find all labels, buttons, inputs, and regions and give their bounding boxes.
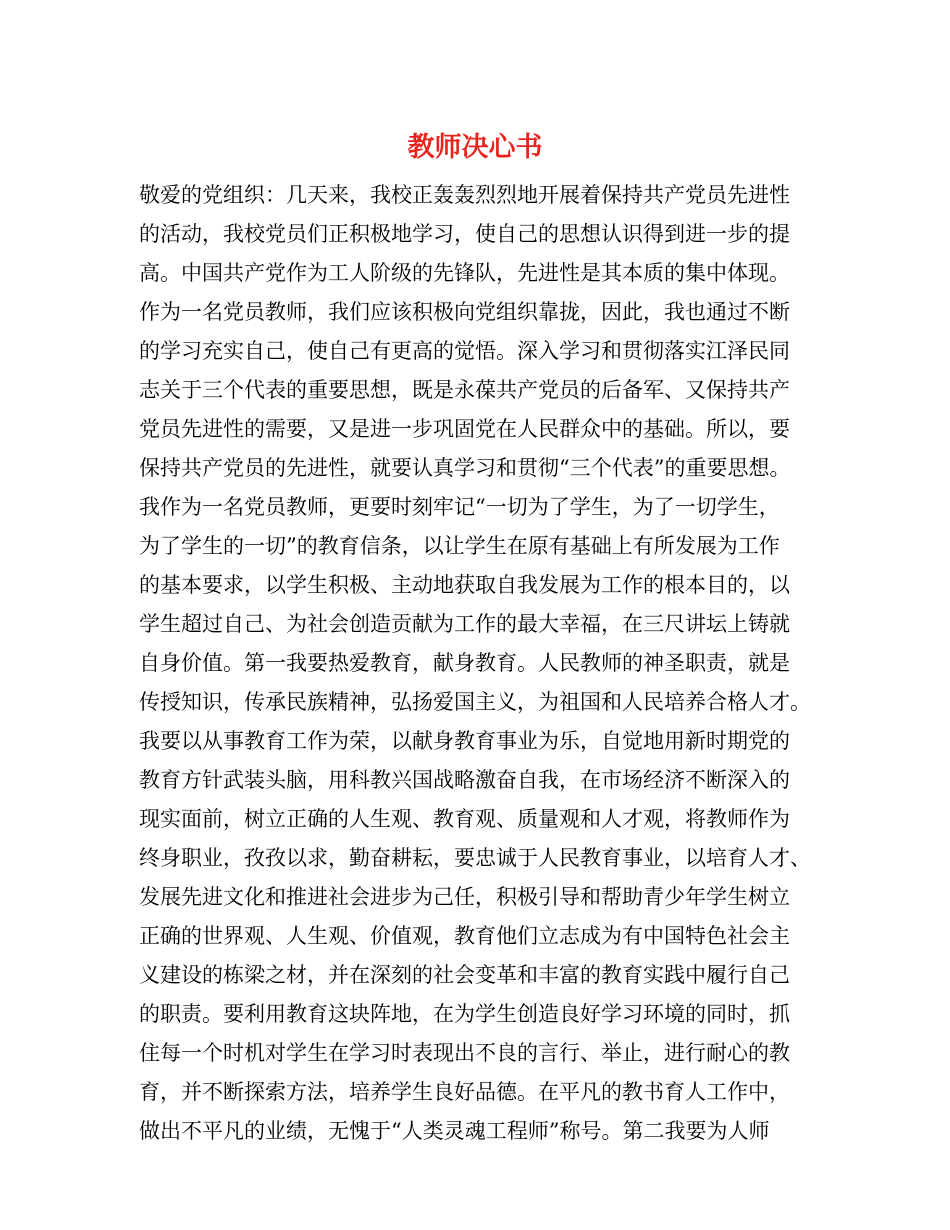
body-line: 自身价值。第一我要热爱教育，献身教育。人民教师的神圣职责，就是 [139,651,790,675]
body-line: 高。中国共产党作为工人阶级的先锋队，先进性是其本质的集中体现。 [139,261,790,285]
body-line: 的活动，我校党员们正积极地学习，使自己的思想认识得到进一步的提 [139,222,790,246]
body-line: 的职责。要利用教育这块阵地，在为学生创造良好学习环境的同时，抓 [139,1002,790,1026]
body-line: 传授知识，传承民族精神，弘扬爱国主义，为祖国和人民培养合格人才。 [139,690,811,714]
body-line: 的基本要求，以学生积极、主动地获取自我发展为工作的根本目的，以 [139,573,790,597]
body-line: 我要以从事教育工作为荣，以献身教育事业为乐，自觉地用新时期党的 [139,729,790,753]
body-line: 我作为一名党员教师，更要时刻牢记“一切为了学生，为了一切学生， [139,495,780,519]
body-line: 终身职业，孜孜以求，勤奋耕耘，要忠诚于人民教育事业，以培育人才、 [139,846,811,870]
body-line: 党员先进性的需要，又是进一步巩固党在人民群众中的基础。所以，要 [139,417,790,441]
body-line: 义建设的栋梁之材，并在深刻的社会变革和丰富的教育实践中履行自己 [139,963,790,987]
body-line: 敬爱的党组织：几天来，我校正轰轰烈烈地开展着保持共产党员先进性 [139,183,790,207]
body-line: 住每一个时机对学生在学习时表现出不良的言行、举止，进行耐心的教 [139,1041,790,1065]
body-line: 为了学生的一切”的教育信条，以让学生在原有基础上有所发展为工作 [139,534,780,558]
body-line: 现实面前，树立正确的人生观、教育观、质量观和人才观，将教师作为 [139,807,790,831]
body-line: 做出不平凡的业绩，无愧于“人类灵魂工程师”称号。第二我要为人师 [139,1119,770,1143]
document-title: 教师决心书 [407,132,543,163]
body-line: 的学习充实自己，使自己有更高的觉悟。深入学习和贯彻落实江泽民同 [139,339,790,363]
document-body [139,176,839,1151]
body-line: 育，并不断探索方法，培养学生良好品德。在平凡的教书育人工作中， [139,1080,790,1104]
body-line: 教育方针武装头脑，用科教兴国战略激奋自我，在市场经济不断深入的 [139,768,790,792]
body-line: 作为一名党员教师，我们应该积极向党组织靠拢，因此，我也通过不断 [139,300,790,324]
body-line: 志关于三个代表的重要思想，既是永葆共产党员的后备军、又保持共产 [139,378,790,402]
body-line: 保持共产党员的先进性，就要认真学习和贯彻“三个代表”的重要思想。 [139,456,791,480]
body-line: 学生超过自己、为社会创造贡献为工作的最大幸福，在三尺讲坛上铸就 [139,612,790,636]
body-line: 发展先进文化和推进社会进步为己任，积极引导和帮助青少年学生树立 [139,885,790,909]
body-line: 正确的世界观、人生观、价值观，教育他们立志成为有中国特色社会主 [139,924,790,948]
